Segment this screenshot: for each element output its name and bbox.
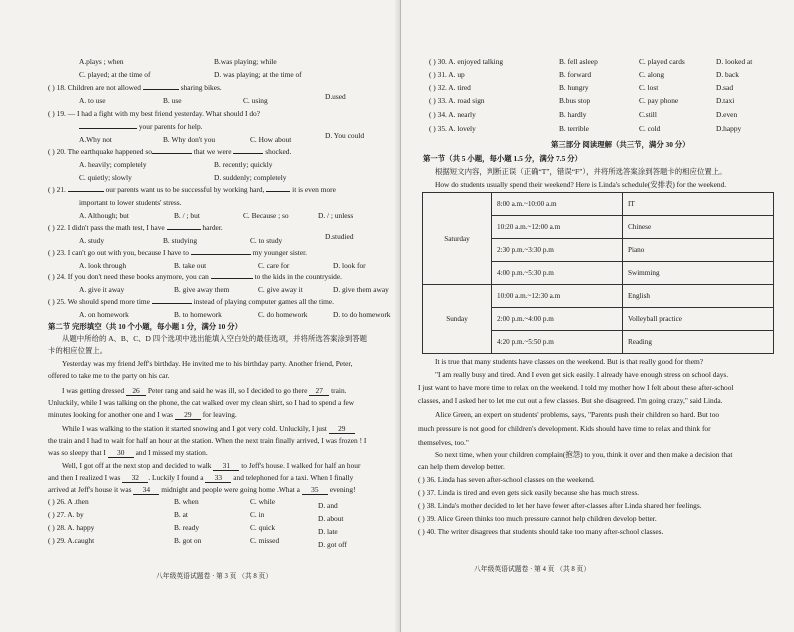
q26-option-d: D. and [318,501,338,510]
q18-option-d: D.used [325,92,346,101]
q25-option-a: A. on homework [79,310,129,319]
passage-line: "I am really busy and tired. And I even get sick easily. I already have enough stress on school days. [435,370,729,379]
q24-option-c: C. give away it [258,285,303,294]
day-cell: Saturday [423,193,492,285]
q19-option-c: C. How about [250,135,292,144]
blank-29[interactable]: 29 [175,410,201,420]
passage-line: and then I realized I was 32 . Luckily I found a 33 and telephoned for a taxi. When I finally [48,473,354,482]
q19-stem-line2: your parents for help. [79,122,202,131]
passage-line: the train and I had to wait for half an hour at the station. When the next train finally arrived, I was frozen ! I [48,436,367,445]
q20-option-c: C. quietly; slowly [79,173,132,182]
q23-option-c: C. care for [258,261,290,270]
time-cell: 2:00 p.m.~4:00 p.m [492,308,623,331]
page-fold-shadow [394,0,400,632]
schedule-table [422,192,774,354]
question-item: ( ) 37. Linda is tired and even gets sick easily because she has much stress. [418,488,640,497]
q25-option-c: C. do homework [258,310,308,319]
q33-option-a: ( ) 33. A. road sign [429,96,485,105]
passage-line: classes, and I asked her to let me cut out a few classes. But she disagreed. I'm going crazy," said Linda. [418,396,723,405]
q25-option-b: B. to homework [174,310,222,319]
passage-line: I just want to have more time to relax on the weekend. I told my mother how I felt about these after-school [418,383,734,392]
q22-option-b: B. studying [163,236,198,245]
time-cell: 10:00 a.m.~12:30 a.m [492,285,623,308]
q35-option-c: C. cold [639,124,661,133]
q27-option-b: B. at [174,510,188,519]
q31-option-a: ( ) 31. A. up [429,70,465,79]
q33-option-c: C. pay phone [639,96,679,105]
q18-option-b: B. use [163,96,182,105]
q35-option-a: ( ) 35. A. lovely [429,124,476,133]
q26-option-b: B. when [174,497,199,506]
q34-option-c: C.still [639,110,657,119]
q22-option-d: D.studied [325,232,354,241]
q23-option-b: B. take out [174,261,207,270]
q30-option-b: B. fell asleep [559,57,598,66]
schedule-intro: How do students usually spend their weekend? Here is Linda's schedule(安排表) for the weekend. [435,180,727,189]
q35-option-b: B. terrible [559,124,589,133]
q18-stem: ( ) 18. Children are not allowed sharing bikes. [48,83,222,92]
q21-option-a: A. Although; but [79,211,129,220]
time-cell: 8:00 a.m.~10:00 a.m [492,193,623,216]
q27-option-c: C. in [250,510,265,519]
passage-line: Well, I got off at the next stop and decided to walk 31 to Jeff's house. I walked for half an hour [62,461,361,470]
q24-stem: ( ) 24. If you don't need these books anymore, you can to the kids in the countryside. [48,272,342,281]
q28-option-a: ( ) 28. A. happy [48,523,95,532]
blank-35[interactable]: 35 [302,485,328,495]
q19-option-d: D. You could [325,131,365,140]
q21-option-b: B. / ; but [174,211,200,220]
page-footer: 八年级英语试题卷 · 第 3 页 （共 8 页） [156,573,273,580]
table-row [423,285,774,308]
activity-cell: English [623,285,774,308]
passage-line: was so sleepy that I 30 and I missed my station. [48,448,208,457]
section1-title: 第一节（共 5 小题，每小题 1.5 分，满分 7.5 分） [423,154,582,163]
passage-line: While I was walking to the station it started snowing and I got very cold. Unluckily, I just 29 [62,424,355,434]
passage-line: Unluckily, while I was talking on the phone, the cat walked over my clean shirt, so I had to spend a few [48,398,355,407]
q28-option-b: B. ready [174,523,200,532]
blank-26[interactable]: 26 [126,386,146,396]
blank-30[interactable]: 30 [108,448,134,458]
q34-option-a: ( ) 34. A. nearly [429,110,476,119]
activity-cell: Piano [623,239,774,262]
passage-line: I was getting dressed 26 Peter rang and said he was ill, so I decided to go there 27 train. [62,386,347,395]
section2-title: 第二节 完形填空（共 10 个小题，每小题 1 分，满分 10 分） [48,322,243,331]
time-cell: 10:20 a.m.~12:00 a.m [492,216,623,239]
q35-option-d: D.happy [716,124,742,133]
passage-line: offered to take me to the party on his car. [48,371,170,380]
table-row [423,193,774,216]
activity-cell: IT [623,193,774,216]
q27-option-a: ( ) 27. A. by [48,510,84,519]
q34-option-b: B. hardly [559,110,587,119]
q29-option-a: ( ) 29. A.caught [48,536,95,545]
passage-line: It is true that many students have classes on the weekend. But is that really good for them? [435,357,704,366]
blank-27[interactable]: 27 [309,386,329,396]
q21-stem: ( ) 21. our parents want us to be successful by working hard, it is even more [48,185,336,194]
time-cell: 4:20 p.m.~5:50 p.m [492,331,623,354]
activity-cell: Swimming [623,262,774,285]
q22-stem: ( ) 22. I didn't pass the math test, I have harder. [48,223,223,232]
q31-option-c: C. along [639,70,665,79]
q18-option-a: A. to use [79,96,106,105]
activity-cell: Reading [623,331,774,354]
question-item: ( ) 36. Linda has seven after-school classes on the weekend. [418,475,595,484]
blank-32[interactable]: 32 [122,473,148,483]
q29-option-b: B. got on [174,536,202,545]
q17-option-a: A.plays ; when [79,57,124,66]
q26-option-a: ( ) 26. A .then [48,497,89,506]
q21-option-d: D. / ; unless [318,211,354,220]
q23-option-a: A. look through [79,261,127,270]
passage-line: So next time, when your children complain(抱怨) to you, think it over and then make a decision that [435,450,733,459]
part3-title: 第三部分 阅读理解（共三节，满分 30 分） [551,140,690,149]
q31-option-b: B. forward [559,70,592,79]
q18-option-c: C. using [243,96,268,105]
question-item: ( ) 38. Linda's mother decided to let her have fewer after-classes after Linda shared her feelings. [418,501,702,510]
section2-instruction-line2: 卡的相应位置上。 [48,346,108,355]
question-item: ( ) 40. The writer disagrees that students should take too many after-school classes. [418,527,664,536]
blank-33[interactable]: 33 [205,473,231,483]
q31-option-d: D. back [716,70,739,79]
passage-line: Alice Green, an expert on students' problems, says, "Parents push their children so hard. But too [435,410,720,419]
passage-line: much pressure is not good for children's development. Kids should have time to relax and think for [418,424,711,433]
q26-option-c: C. while [250,497,276,506]
passage-line: themselves, too." [418,438,469,447]
q19-option-a: A.Why not [79,135,112,144]
blank-34[interactable]: 34 [133,485,159,495]
q30-option-a: ( ) 30. A. enjoyed talking [429,57,504,66]
question-item: ( ) 39. Alice Green thinks too much pressure cannot help children develop better. [418,514,657,523]
q28-option-c: C. quick [250,523,276,532]
q20-option-a: A. heavily; completely [79,160,147,169]
q19-stem: ( ) 19. — I had a fight with my best friend yesterday. What should I do? [48,109,261,118]
q17-option-d: D. was playing; at the time of [214,70,302,79]
q20-option-b: B. recently; quickly [214,160,273,169]
passage-line: arrived at Jeff's house it was 34 midnight and people were going home .What a 35 evening! [48,485,356,494]
q25-stem: ( ) 25. We should spend more time instead of playing computer games all the time. [48,297,335,306]
q25-option-d: D. to do homework [333,310,391,319]
q17-option-c: C. played; at the time of [79,70,151,79]
section2-instruction: 从题中所给的 A、B、C、D 四个选项中选出能填入空白处的最佳选项，并将所选答案涂到答题 [62,334,368,343]
q30-option-c: C. played cards [639,57,685,66]
q28-option-d: D. late [318,527,338,536]
blank-31[interactable]: 31 [213,461,239,471]
q22-option-c: C. to study [250,236,283,245]
q17-option-b: B.was playing; while [214,57,277,66]
q21-option-c: C. Because ; so [243,211,289,220]
q24-option-d: D. give them away [333,285,389,294]
q32-option-a: ( ) 32. A. tired [429,83,471,92]
q22-option-a: A. study [79,236,105,245]
q27-option-d: D. about [318,514,344,523]
q33-option-b: B.bus stop [559,96,591,105]
time-cell: 4:00 p.m.~5:30 p.m [492,262,623,285]
blank-29-second[interactable]: 29 [329,424,355,434]
day-cell: Sunday [423,285,492,354]
q19-option-b: B. Why don't you [163,135,216,144]
q29-option-c: C. missed [250,536,280,545]
passage-line: minutes looking for another one and I was 29 for leaving. [48,410,237,419]
activity-cell: Chinese [623,216,774,239]
q30-option-d: D. looked at [716,57,753,66]
q23-stem: ( ) 23. I can't go out with you, because I have to my younger sister. [48,248,308,257]
q24-option-a: A. give it away [79,285,125,294]
page-footer: 八年级英语试题卷 · 第 4 页 （共 8 页） [474,566,591,573]
q29-option-d: D. got off [318,540,347,549]
passage-line: can help them develop better. [418,462,505,471]
q33-option-d: D.taxi [716,96,735,105]
q23-option-d: D. look for [333,261,366,270]
section1-instruction: 根据短文内容，判断正误（正确“T”，错误“F”），并将所选答案涂到答题卡的相应位置上。 [435,167,727,176]
q34-option-d: D.even [716,110,738,119]
q24-option-b: B. give away them [174,285,230,294]
q20-stem: ( ) 20. The earthquake happened so that we were shocked. [48,147,292,156]
passage-line: Yesterday was my friend Jeff's birthday. He invited me to his birthday party. Another friend, Peter, [62,359,353,368]
activity-cell: Volleyball practice [623,308,774,331]
q21-stem-line2: important to lower students' stress. [79,198,182,207]
q32-option-b: B. hungry [559,83,589,92]
exam-page-4 [401,0,794,632]
q32-option-c: C. lost [639,83,659,92]
q32-option-d: D.sad [716,83,734,92]
q20-option-d: D. suddenly; completely [214,173,287,182]
time-cell: 2:30 p.m.~3:30 p.m [492,239,623,262]
